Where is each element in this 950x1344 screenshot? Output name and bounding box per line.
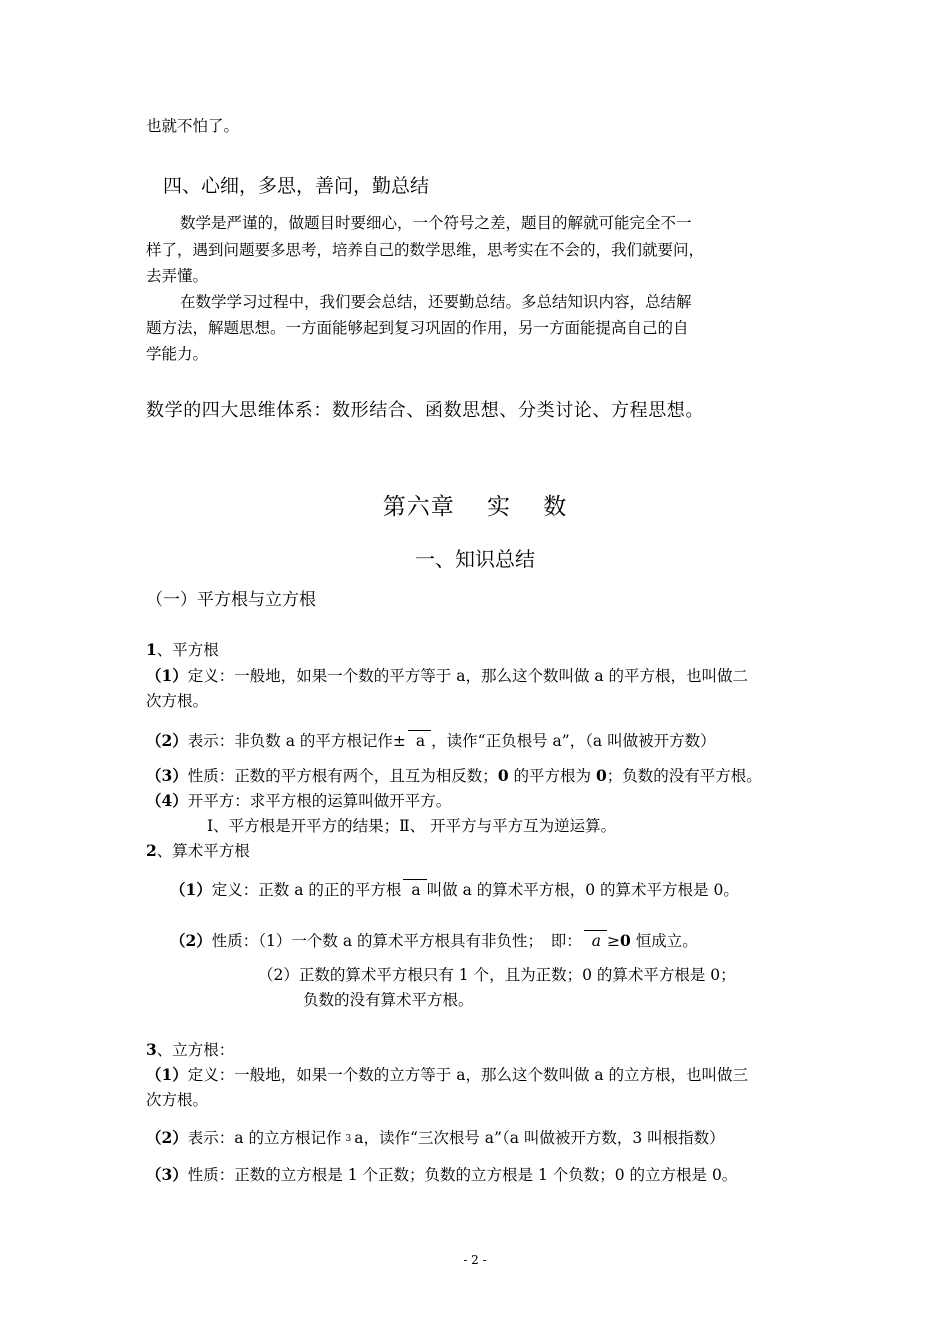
continuation-line: 也就不怕了。 bbox=[146, 117, 240, 135]
paragraph-line: 去弄懂。 bbox=[146, 267, 209, 285]
chapter-title: 第六章 实 数 bbox=[382, 494, 568, 520]
radical-a: a bbox=[403, 879, 426, 900]
radical-a: a bbox=[408, 730, 431, 751]
paragraph-line: 在数学学习过程中，我们要会总结，还要勤总结。多总结知识内容，总结解 bbox=[180, 293, 692, 311]
section-heading: 四、心细，多思，善问，勤总结 bbox=[163, 175, 430, 197]
paragraph-line: 题方法，解题思想。一方面能够起到复习巩固的作用，另一方面能提高自己的自 bbox=[146, 319, 689, 337]
operation-line: （4）开平方：求平方根的运算叫做开平方。 bbox=[146, 791, 452, 810]
paragraph-line: 学能力。 bbox=[146, 345, 209, 363]
representation-line: （2）表示：a 的立方根记作 3 a，读作“三次根号 a”（a 叫做被开方数，3 叫根指数） bbox=[146, 1128, 725, 1151]
subsection-title: （一）平方根与立方根 bbox=[146, 590, 316, 610]
radical-a: a bbox=[584, 930, 607, 951]
part-title: 一、知识总结 bbox=[415, 547, 535, 571]
definition-line: （1）定义：一般地，如果一个数的立方等于 a，那么这个数叫做 a 的立方根，也叫做三 bbox=[146, 1065, 749, 1084]
property-line: （2）正数的算术平方根只有 1 个，且为正数；0 的算术平方根是 0； bbox=[258, 966, 736, 984]
property-line: （3）性质：正数的平方根有两个，且互为相反数；0 的平方根为 0；负数的没有平方根。 bbox=[146, 766, 762, 785]
item-heading: 3、立方根： bbox=[146, 1040, 235, 1059]
item-heading: 1、平方根 bbox=[146, 640, 219, 659]
definition-line: （1）定义：正数 a 的正的平方根 a 叫做 a 的算术平方根，0 的算术平方根是 0。 bbox=[170, 880, 739, 899]
four-systems-line: 数学的四大思维体系：数形结合、函数思想、分类讨论、方程思想。 bbox=[146, 400, 704, 421]
note-line: Ⅰ、平方根是开平方的结果；Ⅱ、 开平方与平方互为逆运算。 bbox=[207, 817, 617, 835]
property-line: 负数的没有算术平方根。 bbox=[303, 991, 474, 1009]
representation-line: （2）表示：非负数 a 的平方根记作± a ，读作“正负根号 a”，（a 叫做被开方数） bbox=[146, 731, 716, 750]
definition-line: 次方根。 bbox=[146, 1091, 209, 1109]
item-heading: 2、算术平方根 bbox=[146, 841, 250, 860]
definition-line: 次方根。 bbox=[146, 692, 209, 710]
paragraph-line: 样了，遇到问题要多思考，培养自己的数学思维，思考实在不会的，我们就要问， bbox=[146, 241, 705, 259]
cube-radical: 3 a bbox=[345, 1129, 364, 1147]
property-line: （2）性质：（1）一个数 a 的算术平方根具有非负性； 即： a ≥0 恒成立。 bbox=[170, 931, 698, 950]
property-line: （3）性质：正数的立方根是 1 个正数；负数的立方根是 1 个负数；0 的立方根是 0。 bbox=[146, 1165, 738, 1184]
paragraph-line: 数学是严谨的，做题目时要细心，一个符号之差，题目的解就可能完全不一 bbox=[180, 214, 692, 232]
page-number: - 2 - bbox=[463, 1253, 487, 1267]
definition-line: （1）定义：一般地，如果一个数的平方等于 a，那么这个数叫做 a 的平方根，也叫做二 bbox=[146, 666, 749, 685]
